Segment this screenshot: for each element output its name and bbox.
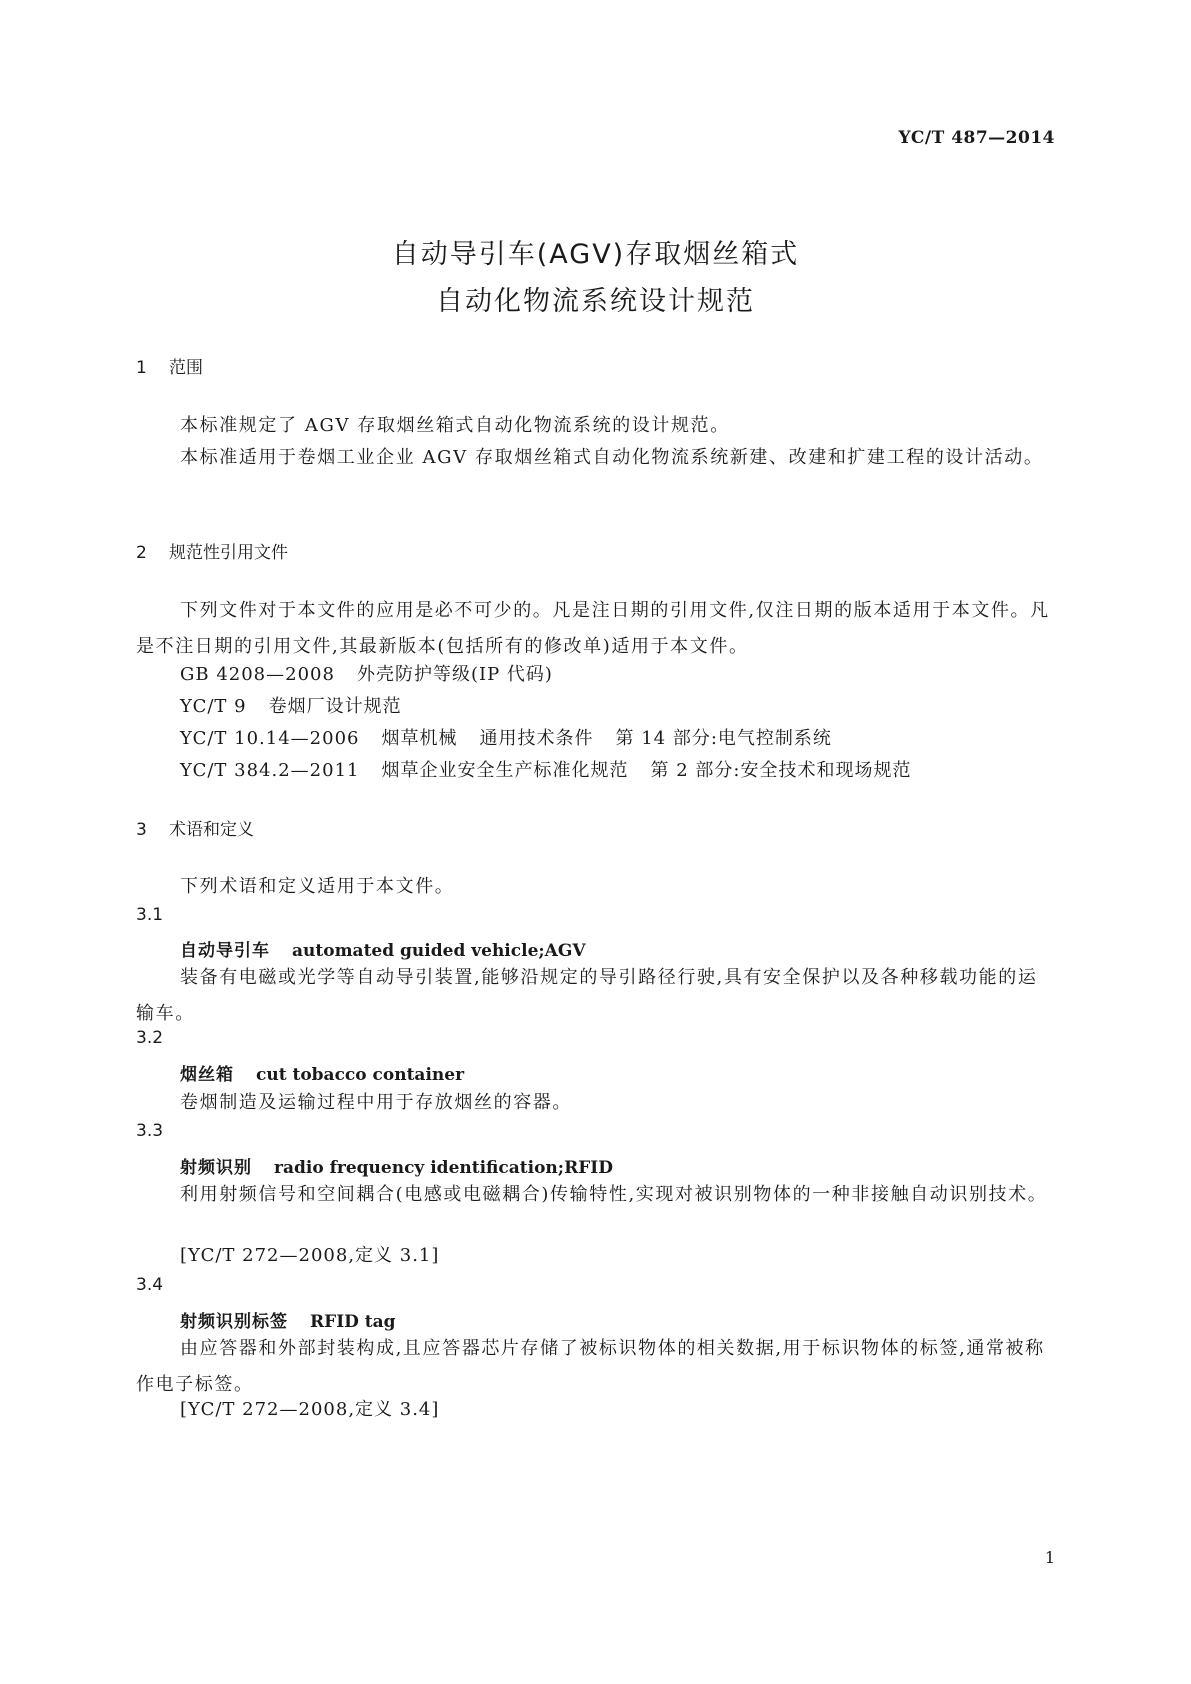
reference-item [180,756,911,782]
section-1-paragraph-2: 本标准适用于卷烟工业企业 AGV 存取烟丝箱式自动化物流系统新建、改建和扩建工程的设计活动。 [180,447,1044,468]
term-zh: 射频识别标签 [180,1312,288,1332]
term-entry [180,1153,613,1178]
term-en: automated guided vehicle;AGV [292,941,586,961]
term-number: 3.2 [136,1028,164,1048]
reference-code: YC/T 10.14—2006 [180,728,360,749]
term-definition: 由应答器和外部封装构成,且应答器芯片存储了被标识物体的相关数据,用于标识物体的标签,通常被称作电子标签。 [136,1338,1045,1395]
section-2-paragraph-1: 下列文件对于本文件的应用是必不可少的。凡是注日期的引用文件,仅注日期的版本适用于本文件。凡是不注日期的引用文件,其最新版本(包括所有的修改单)适用于本文件。 [136,600,1050,657]
term-definition: 利用射频信号和空间耦合(电感或电磁耦合)传输特性,实现对被识别物体的一种非接触自动识别技术。 [180,1184,1048,1205]
page-number: 1 [1044,1548,1055,1567]
term-zh: 射频识别 [180,1158,252,1178]
section-title: 术语和定义 [169,820,254,840]
term-en: cut tobacco container [256,1065,465,1085]
term-definition: 装备有电磁或光学等自动导引装置,能够沿规定的导引路径行驶,具有安全保护以及各种移载功能的运输车。 [136,967,1038,1024]
term-zh: 自动导引车 [180,941,270,961]
reference-title: 烟草机械 [381,728,458,749]
section-1-paragraph-1: 本标准规定了 AGV 存取烟丝箱式自动化物流系统的设计规范。 [180,415,730,436]
reference-title: 烟草企业安全生产标准化规范 [381,760,629,781]
section-3-intro: 下列术语和定义适用于本文件。 [180,876,455,897]
section-number: 1 [136,358,147,378]
reference-item [180,660,553,686]
reference-code: GB 4208—2008 [180,664,335,685]
section-number: 3 [136,820,147,840]
term-en: radio frequency identification;RFID [274,1158,613,1178]
reference-part: 第 14 部分:电气控制系统 [615,728,832,749]
reference-code: YC/T 384.2—2011 [180,760,360,781]
term-en: RFID tag [310,1312,396,1332]
reference-part-title: 通用技术条件 [479,728,594,749]
term-entry [180,1307,396,1332]
term-source: [YC/T 272—2008,定义 3.4] [180,1399,440,1420]
section-title: 范围 [169,358,203,378]
term-entry [180,936,586,961]
standard-number: YC/T 487—2014 [898,128,1055,148]
section-3-heading [136,815,254,840]
reference-item [180,724,832,750]
term-entry [180,1060,464,1085]
reference-title: 卷烟厂设计规范 [268,696,402,717]
reference-part: 第 2 部分:安全技术和现场规范 [650,760,912,781]
section-number: 2 [136,543,147,563]
section-title: 规范性引用文件 [169,543,288,563]
section-2-heading [136,538,288,563]
term-definition: 卷烟制造及运输过程中用于存放烟丝的容器。 [180,1092,572,1113]
reference-code: YC/T 9 [180,696,247,717]
document-title-line-1: 自动导引车(AGV)存取烟丝箱式 [391,239,800,270]
term-number: 3.1 [136,905,164,925]
term-number: 3.4 [136,1275,164,1295]
section-1-heading [136,353,203,378]
reference-item [180,692,402,718]
term-zh: 烟丝箱 [180,1065,234,1085]
reference-title: 外壳防护等级(IP 代码) [356,664,553,685]
term-number: 3.3 [136,1121,164,1141]
document-title-line-2: 自动化物流系统设计规范 [436,286,755,317]
term-source: [YC/T 272—2008,定义 3.1] [180,1245,440,1266]
